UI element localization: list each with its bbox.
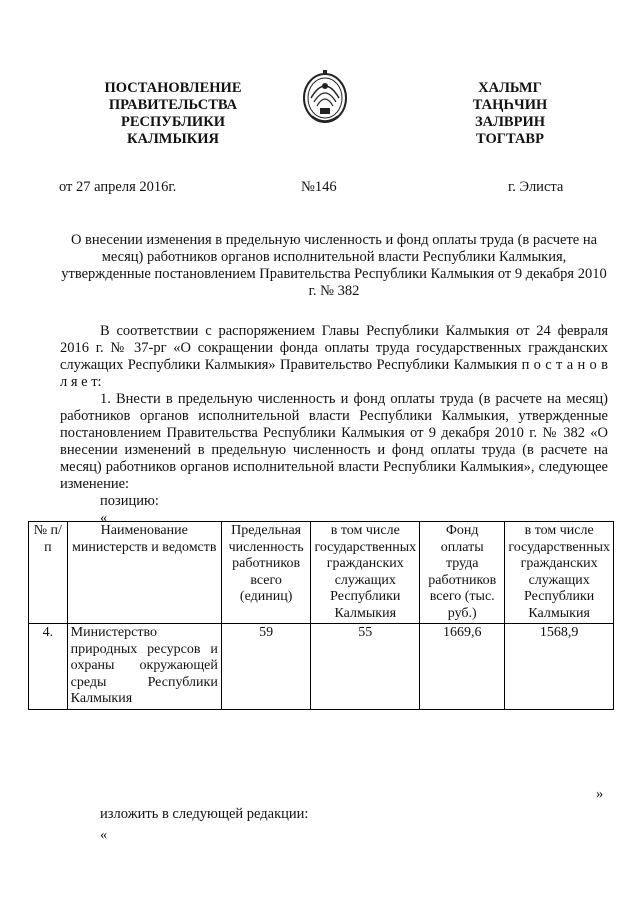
table-header-row	[29, 522, 614, 624]
col-header-number: № п/п	[29, 522, 68, 624]
header-right-block	[460, 80, 560, 148]
header-left-line: ПОСТАНОВЛЕНИЕ	[104, 80, 242, 96]
close-quote: »	[596, 786, 604, 802]
cell-number: 4.	[29, 624, 68, 710]
header-right-line: ТОГТАВР	[476, 131, 544, 147]
staffing-table	[28, 521, 614, 710]
col-header-ministry: Наименование министерств и ведомств	[67, 522, 221, 624]
table-row	[29, 624, 614, 710]
header-left-block	[98, 80, 248, 148]
cell-staff-civil: 55	[311, 624, 420, 710]
document-city: г. Элиста	[508, 179, 564, 195]
header-right-line: ТАҢҺЧИН	[472, 97, 548, 113]
header-right-line: ХАЛЬМГ	[478, 80, 542, 96]
restate-label: изложить в следующей редакции:	[100, 806, 309, 822]
document-date: от 27 апреля 2016г.	[59, 179, 177, 195]
document-number: №146	[301, 179, 337, 195]
col-header-staff-total: Предельная численность работников всего (единиц)	[221, 522, 311, 624]
cell-fund-total: 1669,6	[420, 624, 505, 710]
open-quote-2: «	[100, 827, 108, 843]
kalmykia-emblem-icon	[300, 68, 350, 132]
cell-ministry-name: Министерство природных ресурсов и охраны окружающей среды Республики Калмыкия	[67, 624, 221, 710]
header-left-line: ПРАВИТЕЛЬСТВА	[108, 97, 238, 113]
document-title: О внесении изменения в предельную численность и фонд оплаты труда (в расчете на месяц) работников органов исполнительной власти Республики Калмыкия, утвержденные постановлением Правительства Республики Калмыкия от 9 декабря 2010 г. № 382	[61, 232, 607, 299]
position-label: позицию:	[100, 493, 159, 509]
clause-1-paragraph: 1. Внести в предельную численность и фонд оплаты труда (в расчете на месяц) работников органов исполнительной власти Республики Калмыкия, утвержденные постановлением Правительства Республики Калмыкия от 9 декабря 2010 г. № 382 «О внесении изменений в предельную численность и фонд оплаты труда (в расчете на месяц) работников органов исполнительной власти Республики Калмыкия», следующее изменение:	[60, 391, 608, 492]
col-header-staff-civil: в том числе государственных гражданских служащих Республики Калмыкия	[311, 522, 420, 624]
header-left-line: КАЛМЫКИЯ	[127, 131, 219, 147]
open-quote: «	[100, 510, 108, 526]
header-left-line: РЕСПУБЛИКИ	[120, 114, 226, 130]
preamble-paragraph: В соответствии с распоряжением Главы Республики Калмыкия от 24 февраля 2016 г. № 37-рг «О сокращении фонда оплаты труда государственных гражданских служащих Республики Калмыкия» Правительство Республики Калмыкия п о с т а н о в л я е т:	[60, 323, 608, 390]
col-header-fund-civil: в том числе государственных гражданских служащих Республики Калмыкия	[505, 522, 614, 624]
header-right-line: ЗАЛВРИН	[474, 114, 545, 130]
col-header-fund-total: Фонд оплаты труда работников всего (тыс. руб.)	[420, 522, 505, 624]
cell-fund-civil: 1568,9	[505, 624, 614, 710]
cell-staff-total: 59	[221, 624, 311, 710]
